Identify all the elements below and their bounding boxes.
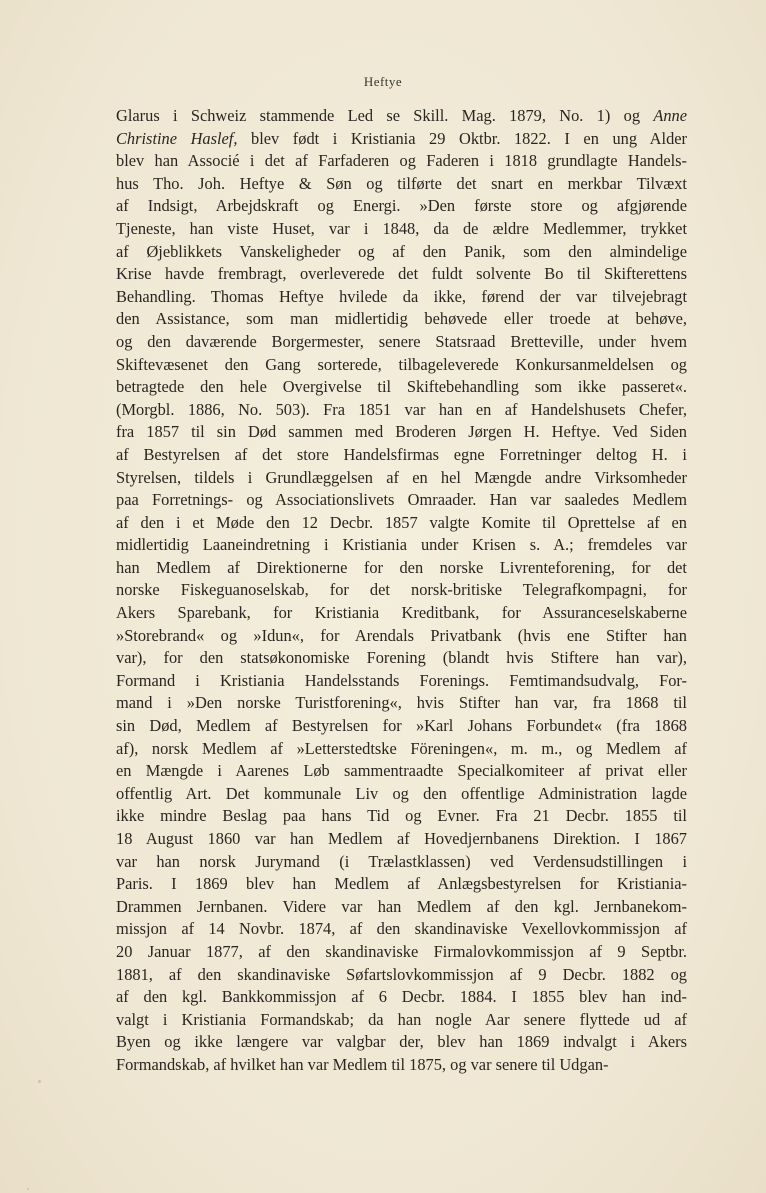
text-line: fra 1857 til sin Død sammen med Broderen Jørgen H. Heftye. Ved Siden	[116, 422, 687, 442]
text-line: af den kgl. Bankkommissjon af 6 Decbr. 1884. I 1855 blev han ind-	[116, 987, 687, 1007]
text-line: 1881, af den skandinaviske Søfartslovkommissjon af 9 Decbr. 1882 og	[116, 964, 687, 984]
text-line: Styrelsen, tildels i Grundlæggelsen af en hel Mængde andre Virksomheder	[116, 467, 687, 487]
text-line: Formand i Kristiania Handelsstands Forenings. Femtimandsudvalg, For-	[116, 670, 687, 690]
text-line: Formandskab, af hvilket han var Medlem til 1875, og var senere til Udgan-	[116, 1054, 609, 1074]
text-line: var han norsk Jurymand (i Trælastklassen) ved Verdensudstillingen i	[116, 851, 687, 871]
text-line: 18 August 1860 var han Medlem af Hovedjernbanens Direktion. I 1867	[116, 829, 687, 848]
text-line: mand i »Den norske Turistforening«, hvis Stifter han var, fra 1868 til	[116, 693, 687, 713]
text-line: betragtede den hele Overgivelse til Skiftebehandling som ikke passeret«.	[116, 377, 687, 397]
text-line: ikke mindre Beslag paa hans Tid og Evner. Fra 21 Decbr. 1855 til	[116, 806, 687, 826]
text-line: af Øjeblikkets Vanskeligheder og af den Panik, som den almindelige	[116, 241, 687, 261]
text-line: Byen og ikke længere var valgbar der, blev han 1869 indvalgt i Akers	[116, 1032, 687, 1052]
text-line: sin Død, Medlem af Bestyrelsen for »Karl Johans Forbundet« (fra 1868	[116, 716, 687, 736]
text-line: af Bestyrelsen af det store Handelsfirmas egne Forretninger deltog H. i	[116, 444, 687, 464]
text-line: norske Fiskeguanoselskab, for det norsk-britiske Telegrafkompagni, for	[116, 580, 687, 600]
text-line: Krise havde frembragt, overleverede det fuldt solvente Bo til Skifterettens	[116, 264, 687, 284]
text-line: af den i et Møde den 12 Decbr. 1857 valgte Komite til Oprettelse af en	[116, 512, 687, 532]
text-line: han Medlem af Direktionerne for den norske Livrenteforening, for det	[116, 557, 687, 577]
text-line: Drammen Jernbanen. Videre var han Medlem af den kgl. Jernbanekom-	[116, 896, 687, 916]
text-line: Tjeneste, han viste Huset, var i 1848, da de ældre Medlemmer, trykket	[116, 218, 687, 238]
text-line: »Storebrand« og »Idun«, for Arendals Privatbank (hvis ene Stifter han	[116, 625, 687, 645]
paper-speck	[38, 1080, 41, 1083]
text-line: en Mængde i Aarenes Løb sammentraadte Specialkomiteer af privat eller	[116, 761, 687, 781]
text-line: blev han Associé i det af Farfaderen og Faderen i 1818 grundlagte Handels-	[116, 151, 687, 171]
text-line: Akers Sparebank, for Kristiania Kreditbank, for Assuranceselskaberne	[116, 603, 687, 623]
text-line: Skiftevæsenet den Gang sorterede, tilbageleverede Konkursanmeldelsen og	[116, 354, 687, 374]
text-line: Glarus i Schweiz stammende Led se Skill. Mag. 1879, No. 1) og Anne	[116, 106, 687, 125]
text-line: (Morgbl. 1886, No. 503). Fra 1851 var han en af Handelshusets Chefer,	[116, 399, 687, 419]
text-line: Christine Haslef, blev født i Kristiania 29 Oktbr. 1822. I en ung Alder	[116, 128, 687, 148]
text-line: hus Tho. Joh. Heftye & Søn og tilførte det snart en merkbar Tilvæxt	[116, 173, 687, 193]
text-line: offentlig Art. Det kommunale Liv og den offentlige Administration lagde	[116, 783, 687, 803]
text-line: den Assistance, som man midlertidig behøvede eller troede at behøve,	[116, 309, 687, 329]
text-line: missjon af 14 Novbr. 1874, af den skandinaviske Vexellovkommissjon af	[116, 919, 687, 939]
text-line: 20 Januar 1877, af den skandinaviske Firmalovkommissjon af 9 Septbr.	[116, 941, 687, 961]
text-line: Paris. I 1869 blev han Medlem af Anlægsbestyrelsen for Kristiania-	[116, 874, 687, 894]
running-head: Heftye	[363, 74, 403, 89]
text-line: og den daværende Borgermester, senere Statsraad Bretteville, under hvem	[116, 331, 687, 351]
body-text	[116, 105, 687, 1077]
text-line: af), norsk Medlem af »Letterstedtske Föreningen«, m. m., og Medlem af	[116, 738, 687, 758]
text-line: var), for den statsøkonomiske Forening (blandt hvis Stiftere han var),	[116, 648, 687, 668]
text-line: midlertidig Laaneindretning i Kristiania under Krisen s. A.; fremdeles var	[116, 535, 687, 555]
text-line: Behandling. Thomas Heftye hvilede da ikke, førend der var tilvejebragt	[116, 286, 687, 306]
paper-speck	[27, 1188, 29, 1190]
text-line: paa Forretnings- og Associationslivets Omraader. Han var saaledes Medlem	[116, 490, 687, 510]
text-line: valgt i Kristiania Formandskab; da han nogle Aar senere flyttede ud af	[116, 1009, 687, 1029]
text-line: af Indsigt, Arbejdskraft og Energi. »Den første store og afgjørende	[116, 196, 687, 216]
